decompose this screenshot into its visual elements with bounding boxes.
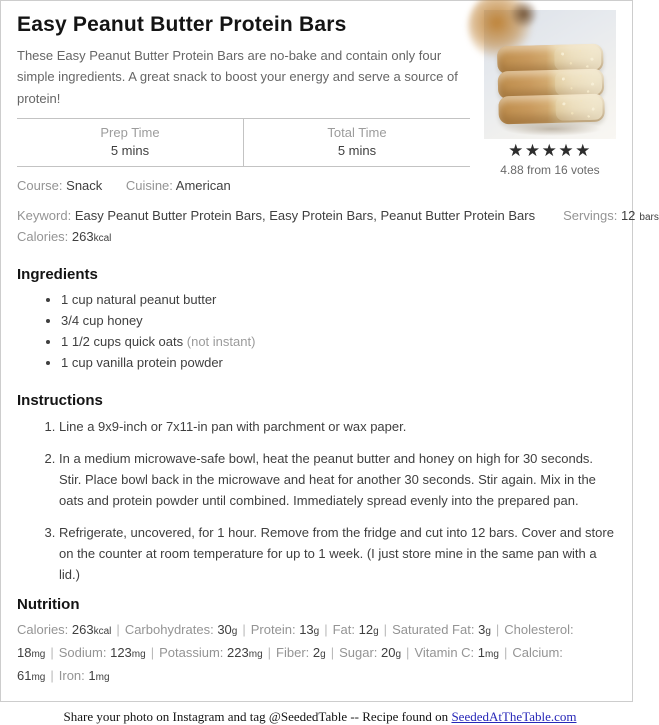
footer-note [0, 709, 640, 725]
nutrition-facts [17, 619, 616, 688]
nutrition-item: Calcium: 61mg [17, 645, 563, 684]
star-icon[interactable]: ★ [524, 141, 542, 160]
nutrition-separator: | [503, 645, 508, 661]
course-value: Snack [66, 177, 103, 193]
course-cuisine-row [17, 178, 470, 193]
ingredient-text: 1 cup vanilla protein powder [61, 355, 223, 371]
nutrition-separator: | [50, 668, 54, 684]
nutrition-item: Sodium: 123mg [58, 645, 146, 661]
footer-text: Share your photo on Instagram and tag @SeededTable -- Recipe found on [63, 709, 452, 725]
star-icon[interactable]: ★ [558, 141, 576, 160]
nutrition-item: Carbohydrates: 30g [124, 622, 238, 638]
instruction-step: 1. Line a 9x9-inch or 7x11-in pan with parchment or wax paper. [59, 416, 616, 437]
star-rating[interactable] [484, 142, 616, 159]
cuisine-label: Cuisine: [125, 177, 173, 193]
recipe-photo [484, 10, 616, 139]
nutrition-item: Saturated Fat: 3g [392, 622, 491, 638]
ingredient-item [61, 331, 616, 352]
instruction-step: 3. Refrigerate, uncovered, for 1 hour. Remove from the fridge and cut into 12 bars. Cover and store on the counter at room temperature for up to 1 week. (I just store mine in the same pan with a lid.) [59, 522, 616, 585]
nutrition-item: Sugar: 20g [339, 645, 402, 661]
star-icon[interactable]: ★ [575, 141, 592, 160]
ingredients-list [17, 289, 616, 373]
recipe-header-left [17, 10, 470, 193]
servings [563, 206, 659, 227]
photo-bar-shadow [502, 122, 602, 136]
keyword [17, 206, 535, 227]
ingredient-item [61, 352, 616, 373]
photo-bar-stack [497, 47, 605, 125]
keyword-servings-row [17, 206, 659, 227]
star-icon[interactable]: ★ [508, 141, 525, 160]
photo-jar-lid-blur [511, 0, 537, 30]
servings-unit: bars [639, 211, 659, 223]
recipe-header-right [484, 10, 616, 177]
prep-time [17, 119, 244, 166]
nutrition-item: Iron: 1mg [58, 668, 110, 684]
ingredient-note: (not instant) [186, 334, 256, 350]
keyword-label: Keyword: [17, 207, 72, 223]
instructions-heading: Instructions [17, 392, 103, 410]
spacer [535, 206, 563, 227]
ingredient-text: 1 1/2 cups quick oats [61, 334, 184, 350]
prep-time-value: 5 mins [110, 142, 150, 158]
nutrition-separator: | [495, 622, 500, 638]
total-time [244, 119, 470, 166]
servings-label: Servings: [563, 207, 618, 223]
nutrition-separator: | [330, 645, 335, 661]
nutrition-item: Fat: 12g [332, 622, 379, 638]
nutrition-separator: | [242, 622, 246, 638]
calories-value: 263 [71, 228, 94, 244]
calories-unit: kcal [93, 232, 112, 244]
calories-label: Calories: [17, 228, 69, 244]
nutrition-item: Protein: 13g [250, 622, 320, 638]
recipe-header [17, 10, 616, 193]
photo-bar [498, 94, 605, 125]
instruction-step: 2. In a medium microwave-safe bowl, heat the peanut butter and honey on high for 30 seconds. Stir. Place bowl back in the microwave and heat for another 30 seconds. Stir again. Mix in the oats and protein powder until combined. Immediately spread evenly into the prepared pan. [59, 448, 616, 511]
ingredients-heading: Ingredients [17, 266, 98, 284]
recipe-description: These Easy Peanut Butter Protein Bars are no-bake and contain only four simple ingredients. A great snack to boost your energy and serve a source of protein! [17, 48, 458, 106]
star-icon[interactable]: ★ [541, 141, 559, 160]
total-time-value: 5 mins [337, 142, 377, 158]
nutrition-item: Calories: 263kcal [17, 622, 112, 638]
nutrition-separator: | [324, 622, 328, 638]
nutrition-heading: Nutrition [17, 596, 80, 614]
ingredient-item [61, 310, 616, 331]
nutrition-separator: | [383, 622, 388, 638]
ingredient-item [61, 289, 616, 310]
calories-row [17, 227, 616, 248]
servings-value: 12 [620, 207, 636, 223]
nutrition-separator: | [406, 645, 410, 661]
seededatthetable-link[interactable]: SeededAtTheTable.com [451, 709, 577, 725]
nutrition-separator: | [150, 645, 155, 661]
nutrition-separator: | [50, 645, 54, 661]
ingredient-text: 3/4 cup honey [61, 313, 143, 329]
cuisine [126, 178, 231, 193]
recipe-title: Easy Peanut Butter Protein Bars [17, 13, 347, 36]
prep-time-label: Prep Time [100, 124, 160, 140]
total-time-label: Total Time [327, 124, 387, 140]
nutrition-item: Potassium: 223mg [159, 645, 263, 661]
times-block [17, 118, 470, 167]
instructions-list [17, 416, 616, 585]
ingredient-text: 1 cup natural peanut butter [61, 292, 217, 308]
nutrition-separator: | [267, 645, 272, 661]
course [17, 178, 102, 193]
nutrition-item: Vitamin C: 1mg [414, 645, 499, 661]
cuisine-value: American [175, 177, 231, 193]
nutrition-separator: | [116, 622, 120, 638]
nutrition-item: Cholesterol: 18mg [17, 622, 574, 661]
keyword-value: Easy Peanut Butter Protein Bars, Easy Protein Bars, Peanut Butter Protein Bars [74, 207, 536, 223]
rating-votes-text: 4.88 from 16 votes [500, 163, 600, 177]
nutrition-item: Fiber: 2g [276, 645, 326, 661]
course-label: Course: [17, 177, 63, 193]
